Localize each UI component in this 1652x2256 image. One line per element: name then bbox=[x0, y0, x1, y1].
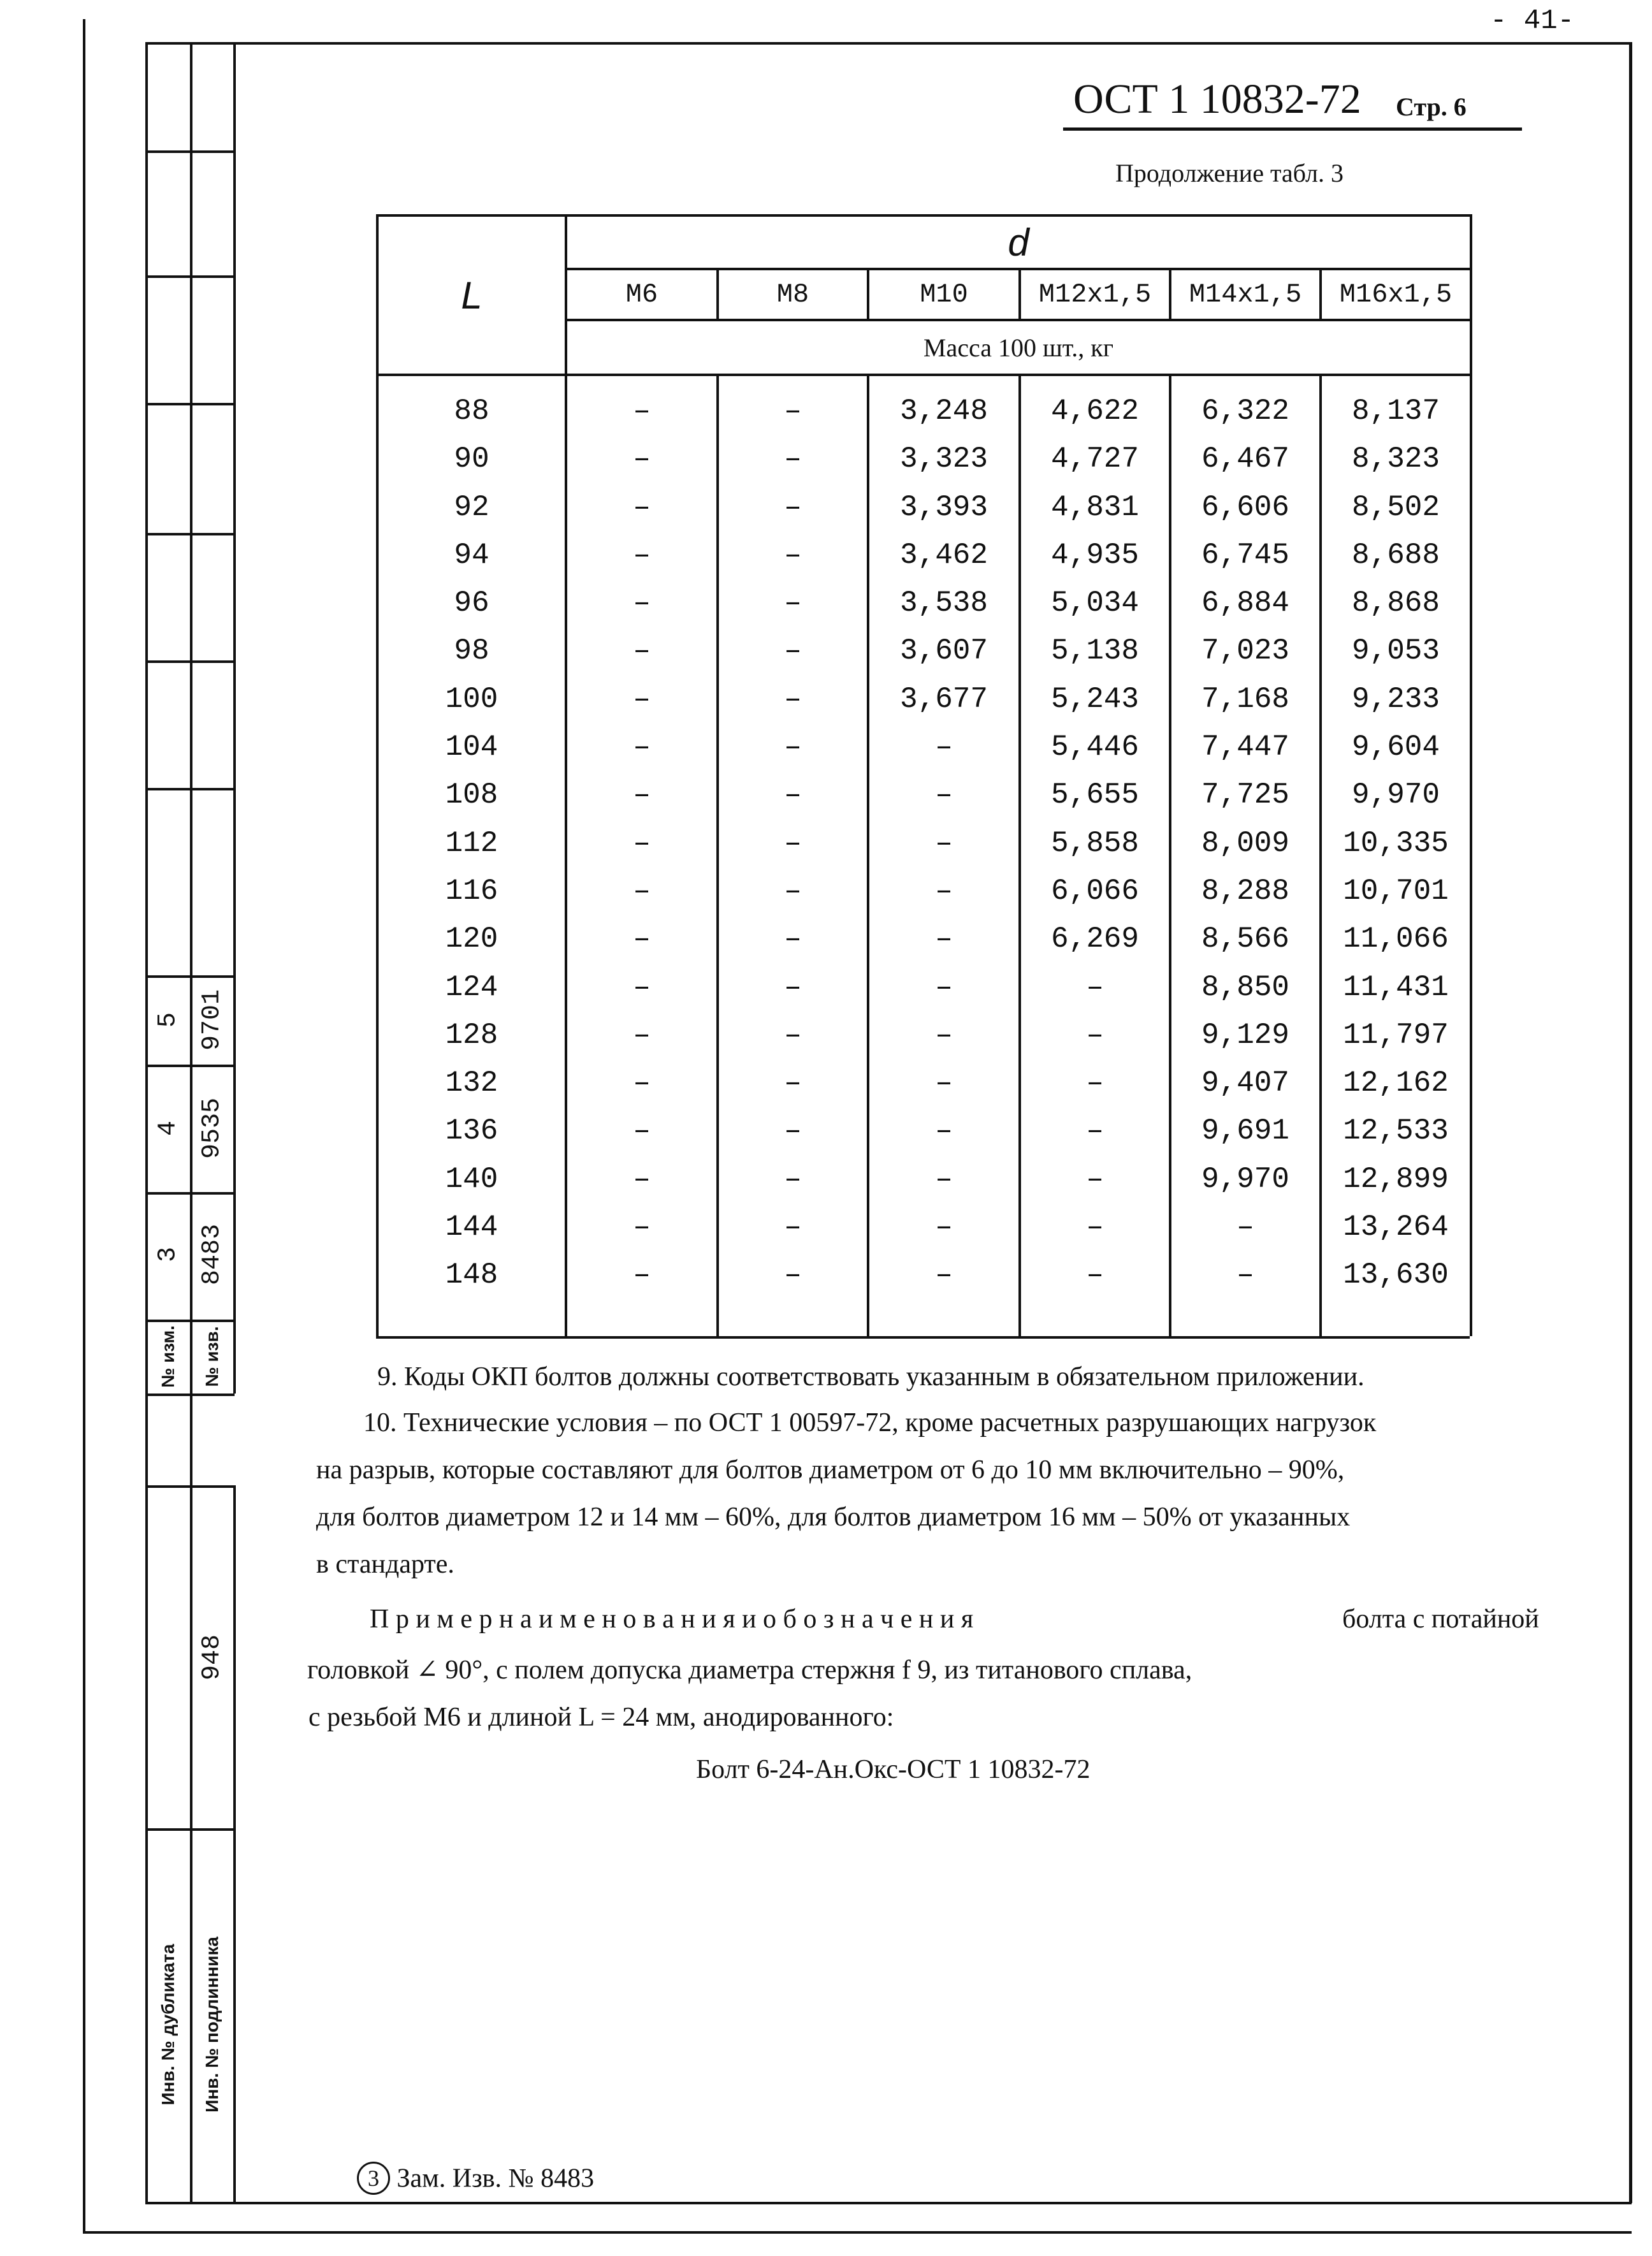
mass-cell: – bbox=[935, 1114, 953, 1148]
row-L-value: 92 bbox=[454, 490, 489, 524]
doc-code: ОСТ 1 10832-72 bbox=[1073, 76, 1361, 122]
mass-cell: 12,533 bbox=[1343, 1114, 1449, 1148]
col-m8: М8 bbox=[718, 269, 868, 320]
mass-cell: – bbox=[1086, 970, 1104, 1004]
side-h-9 bbox=[145, 1192, 235, 1195]
side-h-11 bbox=[145, 1394, 235, 1396]
mass-cell: – bbox=[784, 1258, 802, 1292]
mass-cell: – bbox=[1236, 1258, 1254, 1292]
frame-right bbox=[1629, 42, 1632, 2203]
row-L-value: 132 bbox=[445, 1066, 498, 1100]
mass-cell: – bbox=[784, 922, 802, 956]
mass-cell: 9,970 bbox=[1351, 778, 1440, 812]
row-L-value: 112 bbox=[445, 826, 498, 860]
rev-izv-9701: 9701 bbox=[198, 989, 227, 1051]
change-note bbox=[357, 2161, 594, 2195]
col-m10: М10 bbox=[868, 269, 1020, 320]
mass-cell: – bbox=[633, 395, 651, 428]
mass-cell: – bbox=[935, 1018, 953, 1052]
mass-cell: 3,607 bbox=[899, 634, 989, 668]
frame-bottom bbox=[83, 2231, 1632, 2234]
mass-cell: – bbox=[1086, 1018, 1104, 1052]
mass-table-grid bbox=[376, 214, 1472, 1336]
mass-cell: – bbox=[784, 1018, 802, 1052]
mass-cell: 5,138 bbox=[1050, 634, 1140, 668]
note-10-line-3: для болтов диаметром 12 и 14 мм – 60%, для болтов диаметром 16 мм – 50% от указанных bbox=[316, 1503, 1351, 1532]
mass-cell: – bbox=[784, 395, 802, 428]
row-L-value: 148 bbox=[445, 1258, 498, 1292]
mass-cell: 3,538 bbox=[899, 586, 989, 620]
mass-cell: – bbox=[784, 634, 802, 668]
rev-izv-8483: 8483 bbox=[198, 1223, 227, 1286]
mass-cell: 12,899 bbox=[1343, 1162, 1449, 1196]
mass-cell: – bbox=[633, 1162, 651, 1196]
mass-cell: – bbox=[633, 634, 651, 668]
inv-number: 948 bbox=[198, 1634, 227, 1681]
mass-cell: 7,725 bbox=[1201, 778, 1290, 812]
mass-cell: – bbox=[935, 1211, 953, 1244]
mass-cell: 4,831 bbox=[1050, 490, 1140, 524]
mass-cell: 5,034 bbox=[1050, 586, 1140, 620]
label-orig: Инв. № подлинника bbox=[202, 1937, 222, 2113]
col-body-m12 bbox=[1020, 375, 1170, 1336]
mass-cell: 9,129 bbox=[1201, 1018, 1290, 1052]
mass-cell: – bbox=[935, 922, 953, 956]
mass-cell: 9,970 bbox=[1201, 1162, 1290, 1196]
mass-cell: 6,884 bbox=[1201, 586, 1290, 620]
mass-cell: – bbox=[935, 874, 953, 908]
mass-cell: – bbox=[633, 1211, 651, 1244]
mass-cell: – bbox=[1086, 1114, 1104, 1148]
mass-cell: – bbox=[1086, 1258, 1104, 1292]
mass-cell: – bbox=[935, 731, 953, 764]
mass-cell: – bbox=[784, 874, 802, 908]
col-body-m16 bbox=[1321, 375, 1471, 1336]
mass-cell: – bbox=[633, 826, 651, 860]
mass-cell: – bbox=[633, 874, 651, 908]
example-line-1-rest: болта с потайной bbox=[1342, 1605, 1539, 1634]
page-label: Стр. 6 bbox=[1396, 92, 1467, 121]
example-line-1-spaced: П р и м е р н а и м е н о в а н и я и о б о з н а ч е н и я bbox=[370, 1605, 974, 1634]
row-L-value: 116 bbox=[445, 874, 498, 908]
frame-inner-bottom bbox=[145, 2202, 1632, 2204]
mass-table bbox=[376, 214, 1472, 1339]
row-L-value: 140 bbox=[445, 1162, 498, 1196]
mass-cell: – bbox=[784, 682, 802, 716]
mass-cell: 9,604 bbox=[1351, 731, 1440, 764]
mass-cell: 3,323 bbox=[899, 442, 989, 476]
mass-cell: – bbox=[1086, 1162, 1104, 1196]
side-h-8 bbox=[145, 1065, 235, 1067]
table-bottom-rule bbox=[376, 1336, 1470, 1339]
label-izm: № изм. bbox=[158, 1325, 178, 1388]
row-L-value: 96 bbox=[454, 586, 489, 620]
row-L-value: 128 bbox=[445, 1018, 498, 1052]
side-h-6 bbox=[145, 788, 235, 790]
mass-cell: – bbox=[935, 1258, 953, 1292]
side-h-12 bbox=[145, 1485, 235, 1488]
side-line-3b bbox=[233, 1485, 236, 2204]
mass-cell: – bbox=[633, 1258, 651, 1292]
side-h-2 bbox=[145, 275, 235, 278]
side-h-5 bbox=[145, 660, 235, 663]
mass-cell: – bbox=[784, 731, 802, 764]
frame-left-outer bbox=[83, 19, 85, 2231]
mass-cell: – bbox=[633, 970, 651, 1004]
mass-cell: – bbox=[633, 538, 651, 572]
mass-cell: – bbox=[784, 490, 802, 524]
rev-izm-4: 4 bbox=[154, 1120, 183, 1137]
mass-cell: – bbox=[784, 1114, 802, 1148]
mass-cell: 9,407 bbox=[1201, 1066, 1290, 1100]
row-L-value: 108 bbox=[445, 778, 498, 812]
mass-cell: – bbox=[633, 442, 651, 476]
mass-cell: – bbox=[633, 1114, 651, 1148]
example-line-2: головкой ∠ 90°, с полем допуска диаметра стержня f 9, из титанового сплава, bbox=[307, 1656, 1192, 1685]
mass-cell: 11,431 bbox=[1343, 970, 1449, 1004]
side-h-7 bbox=[145, 975, 235, 978]
mass-cell: 9,053 bbox=[1351, 634, 1440, 668]
label-dup: Инв. № дубликата bbox=[158, 1944, 178, 2106]
mass-cell: 8,688 bbox=[1351, 538, 1440, 572]
mass-cell: 7,023 bbox=[1201, 634, 1290, 668]
col-m6: М6 bbox=[566, 269, 718, 320]
mass-cell: – bbox=[935, 970, 953, 1004]
row-L-value: 98 bbox=[454, 634, 489, 668]
mass-cell: 7,168 bbox=[1201, 682, 1290, 716]
mass-cell: 10,335 bbox=[1343, 826, 1449, 860]
mass-cell: – bbox=[784, 778, 802, 812]
mass-cell: 8,502 bbox=[1351, 490, 1440, 524]
col-body-m14 bbox=[1170, 375, 1321, 1336]
mass-cell: – bbox=[633, 731, 651, 764]
col-m14: М14х1,5 bbox=[1170, 269, 1321, 320]
mass-cell: 8,850 bbox=[1201, 970, 1290, 1004]
mass-cell: 9,233 bbox=[1351, 682, 1440, 716]
mass-cell: – bbox=[1236, 1211, 1254, 1244]
mass-cell: 10,701 bbox=[1343, 874, 1449, 908]
change-note-text: Зам. Изв. № 8483 bbox=[396, 2164, 595, 2194]
mass-cell: 5,243 bbox=[1050, 682, 1140, 716]
mass-cell: – bbox=[935, 1066, 953, 1100]
row-L-value: 124 bbox=[445, 970, 498, 1004]
label-izv: № изв. bbox=[202, 1326, 222, 1387]
mass-cell: 7,447 bbox=[1201, 731, 1290, 764]
mass-cell: 4,935 bbox=[1050, 538, 1140, 572]
mass-cell: – bbox=[935, 1162, 953, 1196]
mass-cell: 11,066 bbox=[1343, 922, 1449, 956]
header-L: L bbox=[377, 215, 566, 375]
mass-cell: 6,066 bbox=[1050, 874, 1140, 908]
mass-cell: 5,858 bbox=[1050, 826, 1140, 860]
col-m12: М12х1,5 bbox=[1020, 269, 1170, 320]
side-line-3 bbox=[233, 42, 236, 1394]
side-line-1 bbox=[145, 42, 148, 2204]
rev-izm-5: 5 bbox=[154, 1012, 183, 1028]
mass-cell: 6,745 bbox=[1201, 538, 1290, 572]
mass-cell: 8,288 bbox=[1201, 874, 1290, 908]
mass-cell: – bbox=[633, 682, 651, 716]
mass-cell: 6,269 bbox=[1050, 922, 1140, 956]
mass-cell: 13,630 bbox=[1343, 1258, 1449, 1292]
mass-cell: – bbox=[1086, 1211, 1104, 1244]
side-line-2 bbox=[190, 42, 192, 2204]
row-L-value: 104 bbox=[445, 731, 498, 764]
header-d: d bbox=[566, 215, 1471, 269]
mass-cell: – bbox=[633, 490, 651, 524]
mass-cell: 9,691 bbox=[1201, 1114, 1290, 1148]
note-10-line-2: на разрыв, которые составляют для болтов диаметром от 6 до 10 мм включительно – 90%, bbox=[316, 1455, 1345, 1485]
mass-cell: – bbox=[935, 826, 953, 860]
mass-cell: 11,797 bbox=[1343, 1018, 1449, 1052]
mass-cell: – bbox=[633, 778, 651, 812]
rev-izv-9535: 9535 bbox=[198, 1097, 227, 1160]
mass-cell: 8,566 bbox=[1201, 922, 1290, 956]
side-h-3 bbox=[145, 403, 235, 405]
rev-izm-3: 3 bbox=[154, 1246, 183, 1263]
col-body-m10 bbox=[868, 375, 1020, 1336]
frame-top bbox=[145, 42, 1632, 45]
page-number: - 41- bbox=[1490, 5, 1575, 37]
col-m16: М16х1,5 bbox=[1321, 269, 1471, 320]
mass-cell: – bbox=[633, 922, 651, 956]
mass-cell: – bbox=[784, 442, 802, 476]
mass-cell: 8,137 bbox=[1351, 395, 1440, 428]
col-body-L bbox=[377, 375, 566, 1336]
mass-cell: 4,727 bbox=[1050, 442, 1140, 476]
side-h-1 bbox=[145, 150, 235, 153]
mass-cell: 12,162 bbox=[1343, 1066, 1449, 1100]
mass-cell: – bbox=[784, 586, 802, 620]
mass-cell: 3,393 bbox=[899, 490, 989, 524]
mass-cell: – bbox=[784, 1162, 802, 1196]
mass-cell: 8,323 bbox=[1351, 442, 1440, 476]
mass-cell: 3,677 bbox=[899, 682, 989, 716]
table-caption: Продолжение табл. 3 bbox=[1115, 159, 1344, 187]
mass-cell: 6,606 bbox=[1201, 490, 1290, 524]
designation: Болт 6-24-Ан.Окс-ОСТ 1 10832-72 bbox=[696, 1755, 1090, 1784]
mass-cell: 13,264 bbox=[1343, 1211, 1449, 1244]
mass-cell: – bbox=[784, 970, 802, 1004]
subheader-mass: Масса 100 шт., кг bbox=[566, 320, 1471, 375]
row-L-value: 136 bbox=[445, 1114, 498, 1148]
side-h-4 bbox=[145, 533, 235, 535]
mass-cell: 4,622 bbox=[1050, 395, 1140, 428]
mass-cell: 8,009 bbox=[1201, 826, 1290, 860]
col-body-m8 bbox=[718, 375, 868, 1336]
side-h-10 bbox=[145, 1320, 235, 1322]
row-L-value: 144 bbox=[445, 1211, 498, 1244]
mass-cell: – bbox=[935, 778, 953, 812]
mass-cell: – bbox=[633, 1018, 651, 1052]
mass-cell: 5,655 bbox=[1050, 778, 1140, 812]
side-h-13 bbox=[145, 1828, 235, 1831]
mass-cell: 3,462 bbox=[899, 538, 989, 572]
mass-cell: – bbox=[633, 586, 651, 620]
note-10-line-1: 10. Технические условия – по ОСТ 1 00597-72, кроме расчетных разрушающих нагрузок bbox=[363, 1408, 1377, 1437]
row-L-value: 100 bbox=[445, 682, 498, 716]
row-L-value: 94 bbox=[454, 538, 489, 572]
mass-cell: 6,322 bbox=[1201, 395, 1290, 428]
doc-header bbox=[1063, 75, 1522, 131]
mass-cell: – bbox=[784, 538, 802, 572]
mass-cell: – bbox=[784, 1066, 802, 1100]
change-circle: 3 bbox=[357, 2162, 390, 2195]
mass-cell: 8,868 bbox=[1351, 586, 1440, 620]
mass-cell: 6,467 bbox=[1201, 442, 1290, 476]
example-line-3: с резьбой М6 и длиной L = 24 мм, анодированного: bbox=[308, 1703, 894, 1732]
row-L-value: 120 bbox=[445, 922, 498, 956]
mass-cell: – bbox=[633, 1066, 651, 1100]
mass-cell: 5,446 bbox=[1050, 731, 1140, 764]
mass-cell: – bbox=[784, 1211, 802, 1244]
mass-cell: 3,248 bbox=[899, 395, 989, 428]
note-9: 9. Коды ОКП болтов должны соответствовать указанным в обязательном приложении. bbox=[377, 1362, 1365, 1392]
row-L-value: 90 bbox=[454, 442, 489, 476]
mass-cell: – bbox=[1086, 1066, 1104, 1100]
col-body-m6 bbox=[566, 375, 718, 1336]
row-L-value: 88 bbox=[454, 395, 489, 428]
mass-cell: – bbox=[784, 826, 802, 860]
note-10-line-4: в стандарте. bbox=[316, 1550, 454, 1579]
